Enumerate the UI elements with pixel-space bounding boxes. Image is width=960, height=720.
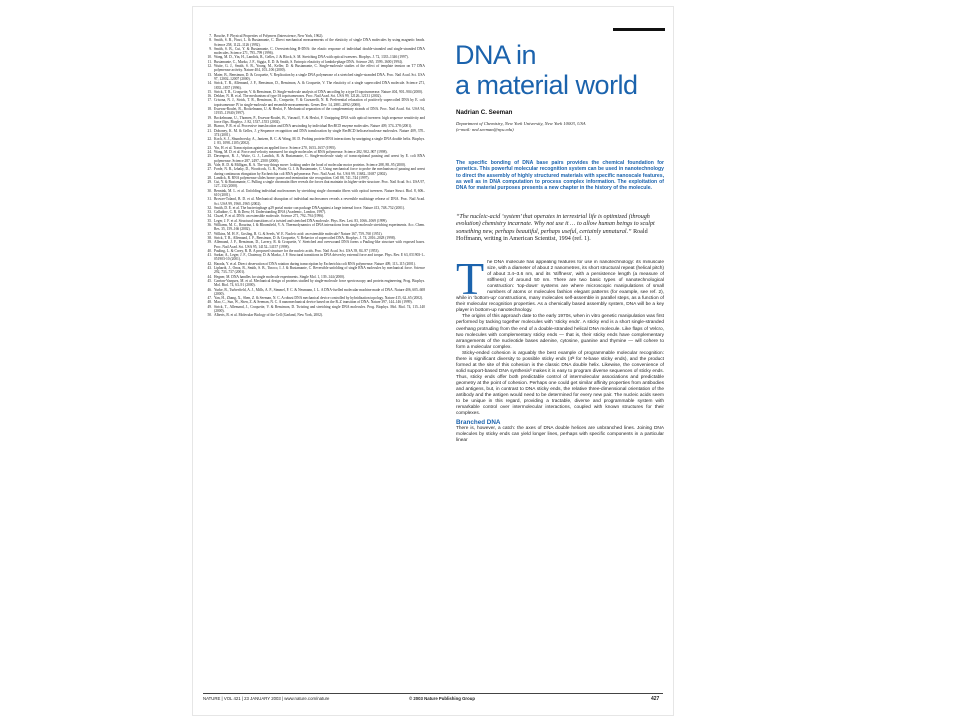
title-line-2: a material world [455,70,638,100]
header-rule [613,28,665,31]
reference-item [203,129,425,138]
reference-number: 47. [207,296,212,301]
reference-number: 10. [207,55,212,60]
reference-text: Calladine, C. R. & Drew, H. Understanding DNA (Academic, London, 1997). [214,210,326,215]
reference-item [203,288,425,297]
reference-text: Strick, T. R., Allemand, J. F., Bensimon, D. & Croquette, V. Behavior of supercoiled DNA. Biophys. J. 74, 2016–2028 (1998). [214,235,396,240]
reference-number: 37. [207,231,212,236]
reference-text: Yin, H. et al. Transcription against an applied force. Science 270, 1653–1657 (1995). [214,145,337,150]
reference-item [203,137,425,146]
reference-text: Allemand, J. F., Bensimon, D., Lavery, R. & Croquette, V. Stretched and overwound DNA forms a Pauling-like structure with exposed bases. Proc. Natl Acad. Sci. USA 95, 14152–14157 (1998). [214,240,425,249]
reference-item [203,81,425,90]
reference-number: 31. [207,197,212,202]
reference-text: Strick, T. R., Croquette, V. & Bensimon, D. Single-molecule analysis of DNA uncoiling by a type II topoisomerase. Nature 404, 901–904 (2000). [214,89,423,94]
reference-text: Mao, C., Sun, W., Shen, Z. & Seeman, N. C. A nanomechanical device based on the B–Z transition of DNA. Nature 397, 144–146 (1999). [214,300,413,305]
reference-number: 42. [207,261,212,266]
author-name: Nadrian C. Seeman [456,109,513,116]
article-body [456,260,664,680]
reference-number: 7. [209,34,212,38]
epigraph-quote [456,214,664,244]
reference-number: 33. [207,210,212,215]
reference-item [203,64,425,73]
reference-number: 39. [207,240,212,245]
footer-copyright: © 2003 Nature Publishing Group [409,696,475,701]
reference-number: 22. [207,137,212,142]
reference-item [203,47,425,56]
reference-text: Hegner, M. DNA handles for single molecule experiments. Single Mol. 1, 139–144 (2000). [214,274,346,279]
reference-item [203,189,425,198]
reference-number: 44. [207,274,212,279]
reference-text: Cui, Y. & Bustamante, C. Pulling a single chromatin fiber reveals the forces that maintain its higher-order structure. Proc. Natl Acad. Sci. USA 97, 127–132 (2000). [214,180,425,189]
reference-text: Yan, H., Zhang, X., Shen, Z. & Seeman, N. C. A robust DNA mechanical device controlled by hybridization topology. Nature 415, 62–65 (2002). [214,296,424,301]
drop-cap: T [456,260,485,304]
reference-number: 35. [207,218,212,223]
reference-item [203,116,425,125]
reference-text: Bianco, P. R. et al. Processive translocation and DNA unwinding by individual RecBCD enzyme molecules. Nature 409, 374–378 (2001). [214,124,413,129]
reference-item [203,154,425,163]
reference-number: 40. [207,248,212,253]
affiliation-text: Department of Chemistry, New York University, New York 10003, USA [456,121,586,126]
reference-text: Wilkins, M. H. F., Gosling, R. G. & Seeds, W. E. Nucleic acid: an extensible molecule? Nature 167, 759–760 (1951). [214,231,383,236]
reference-text: Koch, S. J., Shundrovsky, A., Jantzen, B. C. & Wang, M. D. Probing protein-DNA interactions by unzipping a single DNA double helix. Biophys. J. 83, 1098–1105 (2002). [214,137,425,146]
reference-text: Bockelmann, U., Thomen, P., Essevaz-Roulet, B., Viasnoff, V. & Heslot, F. Unzipping DNA with optical tweezers: high sequence sensitivity and force flips. Biophys. J. 82, 1537–1553 (2002). [214,115,425,124]
reference-list [203,34,425,689]
reference-text: Maier, B., Bensimon, D. & Croquette, V. Replication by a single DNA polymerase of a stretched single-stranded DNA. Proc. Natl Acad. Sci. USA 97, 12002–12007 (2000). [214,72,425,81]
reference-text: Yurke, B., Turberfield, A. J., Mills, A. P., Simmel, F. C. & Neumann, J. L. A DNA-fuelled molecular machine made of DNA. Nature 406, 605–608 (2000). [214,287,425,296]
quote-text: “The nucleic-acid ‘system’ that operates in terrestrial life is optimized (through evolution) chemistry incarnate. Why not use it … to allow human beings to sculpt something new, perhaps beautiful, perhaps useful, certainly unnatural.” [456,214,655,235]
reference-number: 8. [209,38,212,43]
footer-journal-info: NATURE | VOL 421 | 23 JANUARY 2003 | www.nature.com/nature [203,696,330,701]
reference-number: 43. [207,266,212,271]
reference-text: Alberts, B. et al. Molecular Biology of the Cell (Garland, New York, 2002). [214,313,323,318]
reference-number: 50. [207,313,212,318]
reference-item [203,240,425,249]
author-affiliation [456,121,666,132]
reference-text: Wuite, G. J., Smith, S. B., Young, M., Keller, D. & Bustamante, C. Single-molecule studies of the effect of template tension on T7 DNA polymerase activity. Nature 404, 103–106 (2000). [214,64,425,73]
reference-text: Strick, T. R., Allemand, J. F., Bensimon, D., Bensimon, A. & Croquette, V. The elasticity of a single supercoiled DNA molecule. Science 271, 1835–1837 (1996). [214,81,425,90]
reference-text: Leger, J. F. et al. Structural transitions of a twisted and stretched DNA molecule. Phys. Rev. Lett. 83, 1066–1069 (1999). [214,218,388,223]
reference-number: 27. [207,167,212,172]
reference-number: 32. [207,205,212,210]
reference-number: 15. [207,89,212,94]
reference-number: 16. [207,94,212,99]
reference-number: 29. [207,180,212,185]
reference-number: 24. [207,150,212,155]
reference-item [203,313,425,317]
reference-number: 18. [207,107,212,112]
reference-text: Bustamante, C., Marko, J. F., Siggia, E. D. & Smith, S. Entropic elasticity of lambda-phage DNA. Science 265, 1599–1600 (1994). [214,59,403,64]
reference-number: 9. [209,46,212,51]
reference-item [203,279,425,288]
reference-number: 30. [207,188,212,193]
section-heading: Branched DNA [456,419,501,427]
reference-number: 23. [207,145,212,150]
reference-text: Landick, R. RNA polymerase slides home: pause and termination site recognition. Cell 88, 741–744 (1997). [214,175,370,180]
footer-rule [203,693,663,694]
abstract: The specific bonding of DNA base pairs provides the chemical foundation for genetics. This powerful molecular recognition system can be used in nanotechnology to direct the assembly of highly structured materials with specific nanoscale features, as well as in DNA computation to process complex information. The exploitation of DNA for material purposes presents a new chapter in the history of the molecule. [456,160,664,192]
reference-number: 46. [207,287,212,292]
reference-item [203,253,425,262]
reference-item [203,38,425,47]
reference-text: Davenport, R. J., Wuite, G. J., Landick, R. & Bustamante, C. Single-molecule study of transcriptional pausing and arrest by E. coli RNA polymerase. Science 287, 2497–2500 (2000). [214,154,425,163]
reference-text: Pauling, L. & Corey, R. B. A proposed structure for the nucleic acids. Proc. Natl Acad. Sci. USA 39, 84–97 (1953). [214,248,380,253]
reference-text: Carrion-Vazquez, M. et al. Mechanical design of proteins studied by single-molecule force spectroscopy and protein engineering. Prog. Biophys. Mol. Biol. 74, 63–91 (2000). [214,278,425,288]
reference-text: Forde, N. R., Izhaky, D., Woodcock, G. R., Wuite, G. J. & Bustamante, C. Using mechanical force to probe the mechanism of pausing and arrest during continuous elongation by Escherichia coli RNA polymerase. Proc. Natl Acad. Sci. USA 99, 11682–11687 (2002). [214,167,425,176]
reference-text: Vale, R. D. & Milligan, R. A. The way things move: looking under the hood of molecular motor proteins. Science 288, 88–95 (2000). [214,162,406,167]
reference-text: Harada, Y. et al. Direct observation of DNA rotation during transcription by Escherichia coli RNA polymerase. Nature 409, 113–115 (2001). [214,261,416,266]
reference-text: Williams, M. C., Rouzina, I. & Bloomfield, V. A. Thermodynamics of DNA interactions from single molecule stretching experiments. Acc. Chem. Res. 35, 159–166 (2002). [214,223,425,232]
paragraph-2: The origins of this approach date to the early 1970s, when in vitro genetic manipulation was first performed by tacking together molecules with ‘sticky ends’. A sticky end is a short single-stranded overhang protruding from the end of a double-stranded helical DNA molecule. Like flaps of Velcro, two molecules with complementary sticky ends — that is, their sticky ends have complementary arrangements of the nucleotide bases adenine, cytosine, guanine and thymine — will cohere to form a molecular complex. [456,314,664,350]
reference-text: Dohoney, K. M. & Gelles, J. χ-Sequence recognition and DNA translocation by single RecBCD helicase/nuclease molecules. Nature 409, 370–374 (2001). [214,128,425,137]
reference-item [203,73,425,82]
reference-number: 19. [207,115,212,120]
reference-number: 25. [207,154,212,159]
reference-text: Sarkar, A., Leger, J. F., Chatenay, D. & Marko, J. F. Structural transitions in DNA driven by external force and torque. Phys. Rev. E 63, 051903-1–051903-10 (2001). [214,253,425,262]
reference-item [203,180,425,189]
reference-text: Wang, M. D., Yin, H., Landick, R., Gelles, J. & Block, S. M. Stretching DNA with optical tweezers. Biophys. J. 72, 1335–1346 (1997). [214,55,409,60]
reference-number: 28. [207,175,212,180]
reference-text: Essevaz-Roulet, B., Bockelmann, U. & Heslot, F. Mechanical separation of the complementary strands of DNA. Proc. Natl Acad. Sci. USA 94, 11935–11940 (1997). [214,107,425,116]
reference-number: 17. [207,98,212,103]
reference-text: Crisona, N. J., Strick, T. R., Bensimon, D., Croquette, V. & Cozzarelli, N. R. Preferential relaxation of positively supercoiled DNA by E. coli topoisomerase IV in single-molecule and ensemble measurements. Genes Dev. 14, 2881–2892 (2000). [214,98,425,107]
paragraph-4: There is, however, a catch: the axes of DNA double helices are unbranched lines. Joining DNA molecules by sticky ends can yield longer lines, perhaps with specific components in a particular linear [456,426,664,444]
reference-text: Brower-Toland, B. D. et al. Mechanical disruption of individual nucleosomes reveals a reversible multistage release of DNA. Proc. Natl Acad. Sci. USA 99, 1960–1965 (2002). [214,197,425,206]
reference-text: Bennink, M. L. et al. Unfolding individual nucleosomes by stretching single chromatin fibers with optical tweezers. Nature Struct. Biol. 8, 606–610 (2001). [214,188,425,197]
reference-number: 26. [207,162,212,167]
title-line-1: DNA in [455,40,537,70]
reference-number: 14. [207,81,212,86]
reference-item [203,107,425,116]
reference-number: 34. [207,214,212,219]
quote-attribution: Roald Hoffmann, writing in American Scientist, 1994 (ref. 1). [456,228,648,243]
reference-number: 20. [207,124,212,129]
reference-text: Liphardt, J., Onoa, B., Smith, S. B., Tinoco, I. J. & Bustamante, C. Reversible unfolding of single RNA molecules by mechanical force. Science 292, 733–737 (2001). [214,266,425,275]
author-email: (e-mail: ned.seeman@nyu.edu) [456,126,514,132]
reference-number: 41. [207,253,212,258]
reference-number: 11. [207,59,212,64]
article-title [455,40,655,100]
reference-number: 38. [207,235,212,240]
reference-text: Cluzel, P. et al. DNA: an extensible molecule. Science 271, 792–794 (1996). [214,214,325,219]
page-number: 427 [651,696,660,702]
reference-item [203,223,425,232]
reference-text: Smith, S. B., Finzi, L. & Bustamante, C. Direct mechanical measurements of the elasticity of single DNA molecules by using magnetic beads. Science 258, 1122–1126 (1992). [214,38,425,47]
reference-item [203,98,425,107]
reference-text: Smith, S. B., Cui, Y. & Bustamante, C. Overstretching B-DNA: the elastic response of individual double-stranded and single-stranded DNA molecules. Science 271, 795–799 (1996). [214,46,425,56]
reference-number: 49. [207,304,212,309]
reference-number: 36. [207,223,212,228]
reference-item [203,266,425,275]
paragraph-1 [456,260,664,314]
reference-text: Bouche, F. Physical Properties of Polymers (Interscience, New York, 1962). [214,34,324,38]
reference-text: Strick, T., Allemand, J., Croquette, V. & Bensimon, D. Twisting and stretching single DNA molecules. Prog. Biophys. Mol. Biol. 74, 115–140 (2000). [214,304,425,313]
paragraph-3: Sticky-ended cohesion is arguably the best example of programmable molecular recognition: there is significant diversity to possible sticky ends (4ᴺ for N-base sticky ends), and the product formed at the site of this cohesion is the classic DNA double helix. Likewise, the convenience of solid support-based DNA synthesis³ makes it is easy to program diverse sequences of sticky ends. Thus, sticky ends offer both predictable control of intermolecular associations and predictable geometry at the point of cohesion. Perhaps one could get similar affinity properties from antibodies and antigens, but, in contrast to DNA sticky ends, the relative three-dimensional orientation of the antibody and the antigen would need to be determined for every new pair. The nucleic acids seem to be unique in this regard, providing a tractable, diverse and programmable system with remarkable control over intermolecular interactions, coupled with known structures for their complexes. [456,350,664,417]
reference-item [203,197,425,206]
paragraph-1-text: he DNA molecule has appealing features for use in nanotechnology: its minuscule size, with a diameter of about 2 nanometres, its short structural repeat (helical pitch) of about 3.4–3.6 nm, and its ‘stiffness’, with a persistence length (a measure of stiffness) of around 50 nm. There are two basic types of nanotechnological construction: ‘top-down’ systems are where microscopic manipulations of small numbers of atoms or molecules fashion elegant patterns (for example, see ref. 2), while in ‘bottom-up’ constructions, many molecules self-assemble in parallel steps, as a function of their molecular recognition properties. As a chemically based assembly system, DNA will be a key player in bottom-up nanotechnology. [456,260,664,314]
reference-item [203,305,425,314]
reference-text: Wang, M. D. et al. Force and velocity measured for single molecules of RNA polymerase. Science 282, 902–907 (1998). [214,150,388,155]
reference-number: 21. [207,128,212,133]
reference-text: Dekker, N. H. et al. The mechanism of type IA topoisomerases. Proc. Natl Acad. Sci. USA 99, 12126–12131 (2002). [214,94,382,99]
reference-number: 45. [207,278,212,283]
reference-item [203,167,425,176]
journal-page [194,8,672,714]
reference-number: 13. [207,72,212,77]
reference-number: 48. [207,300,212,305]
reference-number: 12. [207,64,212,69]
reference-text: Smith, D. E. et al. The bacteriophage φ29 portal motor can package DNA against a large internal force. Nature 413, 748–752 (2001). [214,205,405,210]
